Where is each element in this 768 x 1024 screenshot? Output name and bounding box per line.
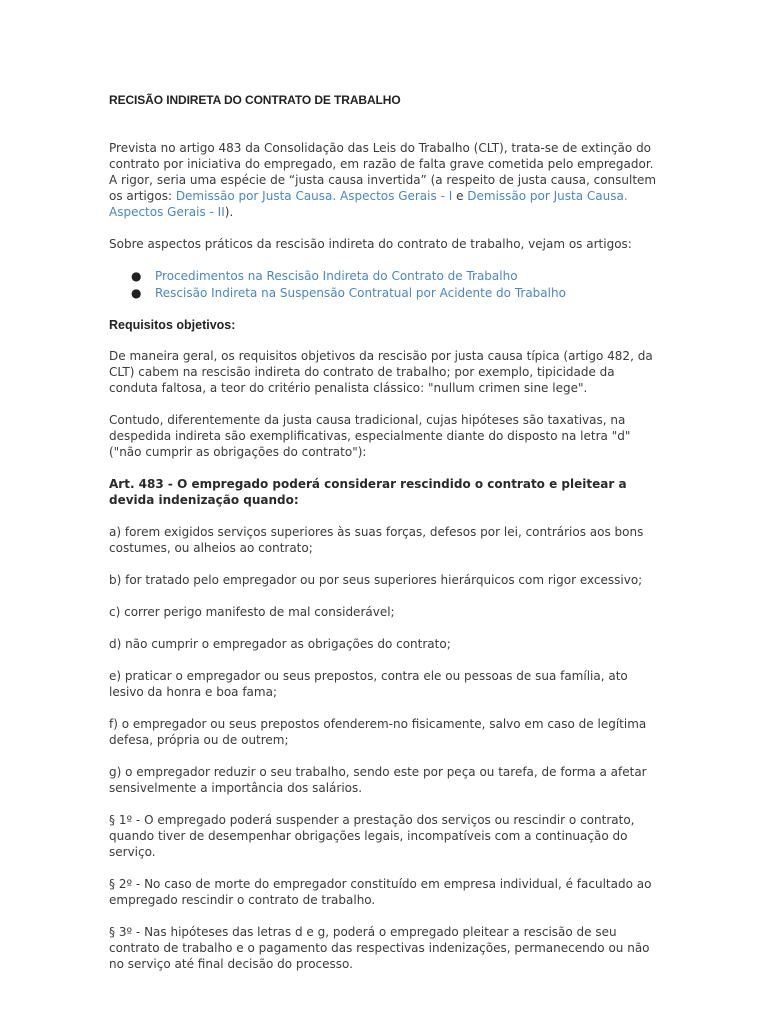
related-articles-list bbox=[109, 268, 661, 301]
art-483-heading: Art. 483 - O empregado poderá considerar rescindido o contrato e pleitear a devida indenização quando: bbox=[109, 477, 627, 507]
intro-text-mid: e bbox=[452, 189, 468, 203]
paragraph-2: § 2º - No caso de morte do empregador constituído em empresa individual, é facultado ao empregado rescindir o contrato de trabalho. bbox=[109, 877, 652, 907]
item-g: g) o empregador reduzir o seu trabalho, sendo este por peça ou tarefa, de forma a afetar sensivelmente a importância dos salários. bbox=[109, 765, 647, 795]
link-justa-causa-i[interactable]: Demissão por Justa Causa. Aspectos Gerais - I bbox=[175, 189, 453, 203]
item-c: c) correr perigo manifesto de mal considerável; bbox=[109, 605, 395, 619]
intro-paragraph bbox=[109, 140, 661, 220]
document-page bbox=[109, 92, 661, 988]
item-a: a) forem exigidos serviços superiores às suas forças, defesos por lei, contrários aos bons costumes, ou alheios ao contrato; bbox=[109, 525, 644, 555]
page-title: RECISÃO INDIRETA DO CONTRATO DE TRABALHO bbox=[109, 93, 401, 107]
contudo-paragraph: Contudo, diferentemente da justa causa tradicional, cujas hipóteses são taxativas, na despedida indireta são exemplificativas, especialmente diante do disposto na letra "d" ("não cumprir as obrigações do contrato"): bbox=[109, 413, 631, 459]
link-procedimentos-rescisao[interactable]: Procedimentos na Rescisão Indireta do Contrato de Trabalho bbox=[155, 269, 518, 283]
list-item bbox=[131, 285, 661, 301]
requisitos-paragraph: De maneira geral, os requisitos objetivos da rescisão por justa causa típica (artigo 482, da CLT) cabem na rescisão indireta do contrato de trabalho; por exemplo, tipicidade da conduta faltosa, a teor do critério penalista clássico: "nullum crimen sine lege". bbox=[109, 349, 653, 395]
item-e: e) praticar o empregador ou seus prepostos, contra ele ou pessoas de sua família, ato lesivo da honra e boa fama; bbox=[109, 669, 628, 699]
bullet-icon: ● bbox=[131, 269, 142, 283]
link-rescisao-acidente[interactable]: Rescisão Indireta na Suspensão Contratual por Acidente do Trabalho bbox=[155, 286, 566, 300]
paragraph-3: § 3º - Nas hipóteses das letras d e g, poderá o empregado pleitear a rescisão de seu contrato de trabalho e o pagamento das respectivas indenizações, permanecendo ou não no serviço até final decisão do processo. bbox=[109, 925, 650, 971]
intro-text-after: ). bbox=[224, 205, 234, 219]
practical-paragraph: Sobre aspectos práticos da rescisão indireta do contrato de trabalho, vejam os artigos: bbox=[109, 237, 632, 251]
bullet-icon: ● bbox=[131, 286, 142, 300]
paragraph-1: § 1º - O empregado poderá suspender a prestação dos serviços ou rescindir o contrato, quando tiver de desempenhar obrigações legais, incompatíveis com a continuação do serviço. bbox=[109, 813, 635, 859]
link-justa-causa-ii[interactable]: Demissão por Justa Causa. Aspectos Gerais - II bbox=[109, 189, 628, 219]
requisitos-heading: Requisitos objetivos: bbox=[109, 318, 236, 332]
item-b: b) for tratado pelo empregador ou por seus superiores hierárquicos com rigor excessivo; bbox=[109, 573, 643, 587]
item-d: d) não cumprir o empregador as obrigações do contrato; bbox=[109, 637, 451, 651]
intro-text-before: Prevista no artigo 483 da Consolidação das Leis do Trabalho (CLT), trata-se de extinção do contrato por iniciativa do empregado, em razão de falta grave cometida pelo empregador. A rigor, seria uma espécie de “justa causa invertida” (a respeito de justa causa, consultem os artigos: bbox=[109, 141, 657, 203]
list-item bbox=[131, 268, 661, 284]
item-f: f) o empregador ou seus prepostos ofenderem-no fisicamente, salvo em caso de legítima defesa, própria ou de outrem; bbox=[109, 717, 647, 747]
